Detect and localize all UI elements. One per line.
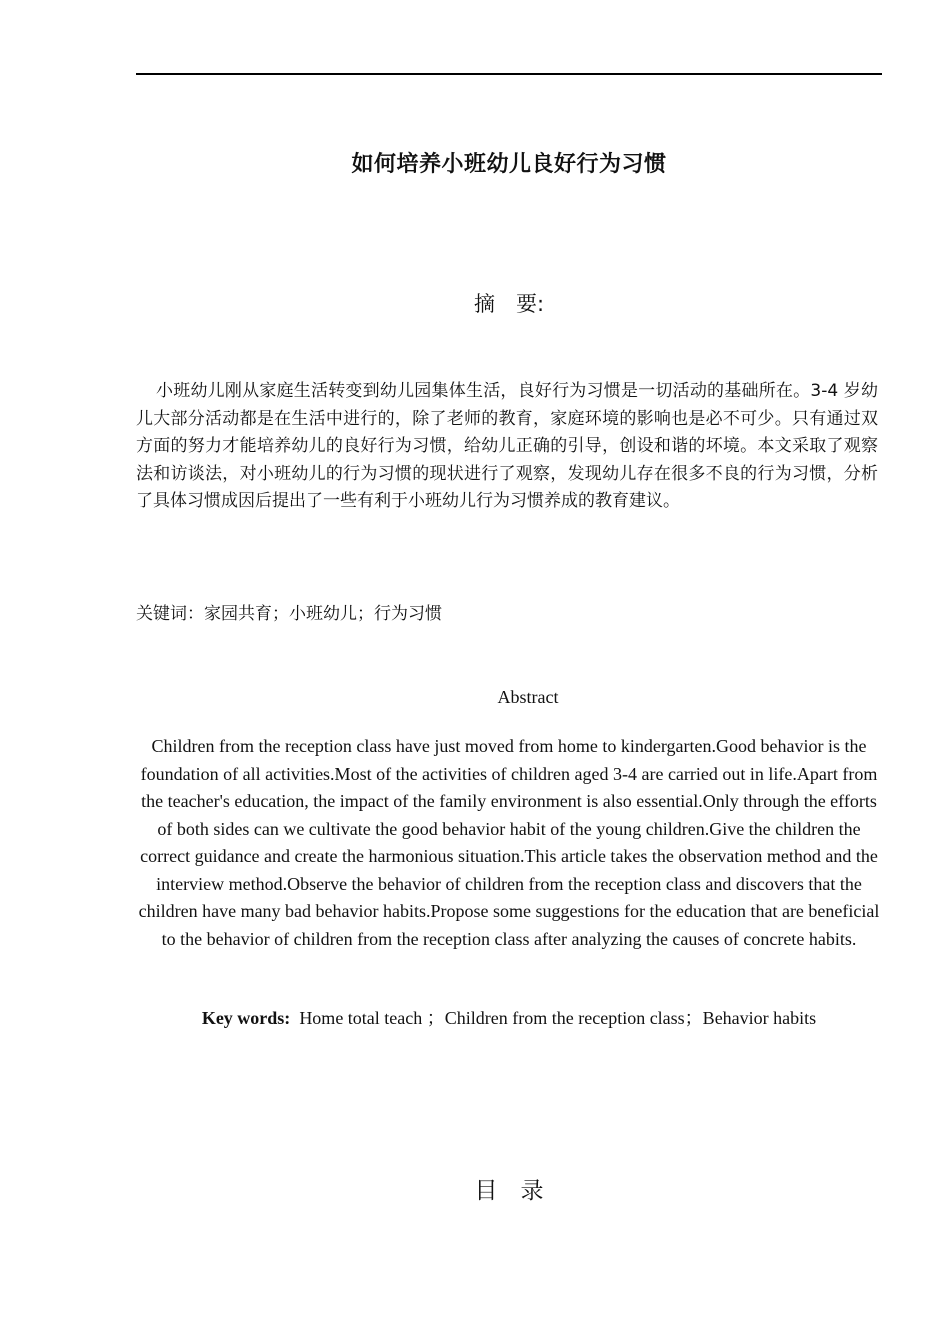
keywords-en-value: Home total teach ；Children from the reception class；Behavior habits [299, 1008, 817, 1028]
toc-heading: 目 录 [474, 1178, 544, 1204]
abstract-heading-cn: 摘 要: [473, 292, 545, 316]
keywords-cn-label: 关键词： [136, 604, 204, 624]
abstract-body-cn: 小班幼儿刚从家庭生活转变到幼儿园集体生活，良好行为习惯是一切活动的基础所在。3-4 岁幼儿大部分活动都是在生活中进行的，除了老师的教育，家庭环境的影响也是必不可少。只有通过双方面的努力才能培养幼儿的良好行为习惯，给幼儿正确的引导，创设和谐的坏境。本文采取了观察法和访谈法，对小班幼儿的行为习惯的现状进行了观察，发现幼儿存在很多不良的行为习惯，分析了具体习惯成因后提出了一些有利于小班幼儿行为习惯养成的教育建议。 [136, 381, 878, 512]
keywords-cn-value: 家园共育；小班幼儿；行为习惯 [204, 604, 442, 624]
paper-title: 如何培养小班幼儿良好行为习惯 [351, 152, 667, 177]
abstract-body-en: Children from the reception class have just moved from home to kindergarten.Good behavior is the foundation of all activities.Most of the activities of children aged 3-4 are carried out in life.Apart from the teacher's education, the impact of the family environment is also essential.Only through the efforts of both sides can we cultivate the good behavior habit of the young children.Give the children the correct guidance and create the harmonious situation.This article takes the observation method and the interview method.Observe the behavior of children from the reception class and discovers that the children have many bad behavior habits.Propose some suggestions for the education that are beneficial to the behavior of children from the reception class after analyzing the causes of concrete habits. [138, 736, 880, 949]
abstract-heading-en: Abstract [497, 687, 559, 707]
header-rule [136, 73, 882, 75]
keywords-en [136, 1005, 882, 1031]
keywords-cn [136, 601, 882, 627]
keywords-en-label: Key words: [201, 1008, 291, 1028]
